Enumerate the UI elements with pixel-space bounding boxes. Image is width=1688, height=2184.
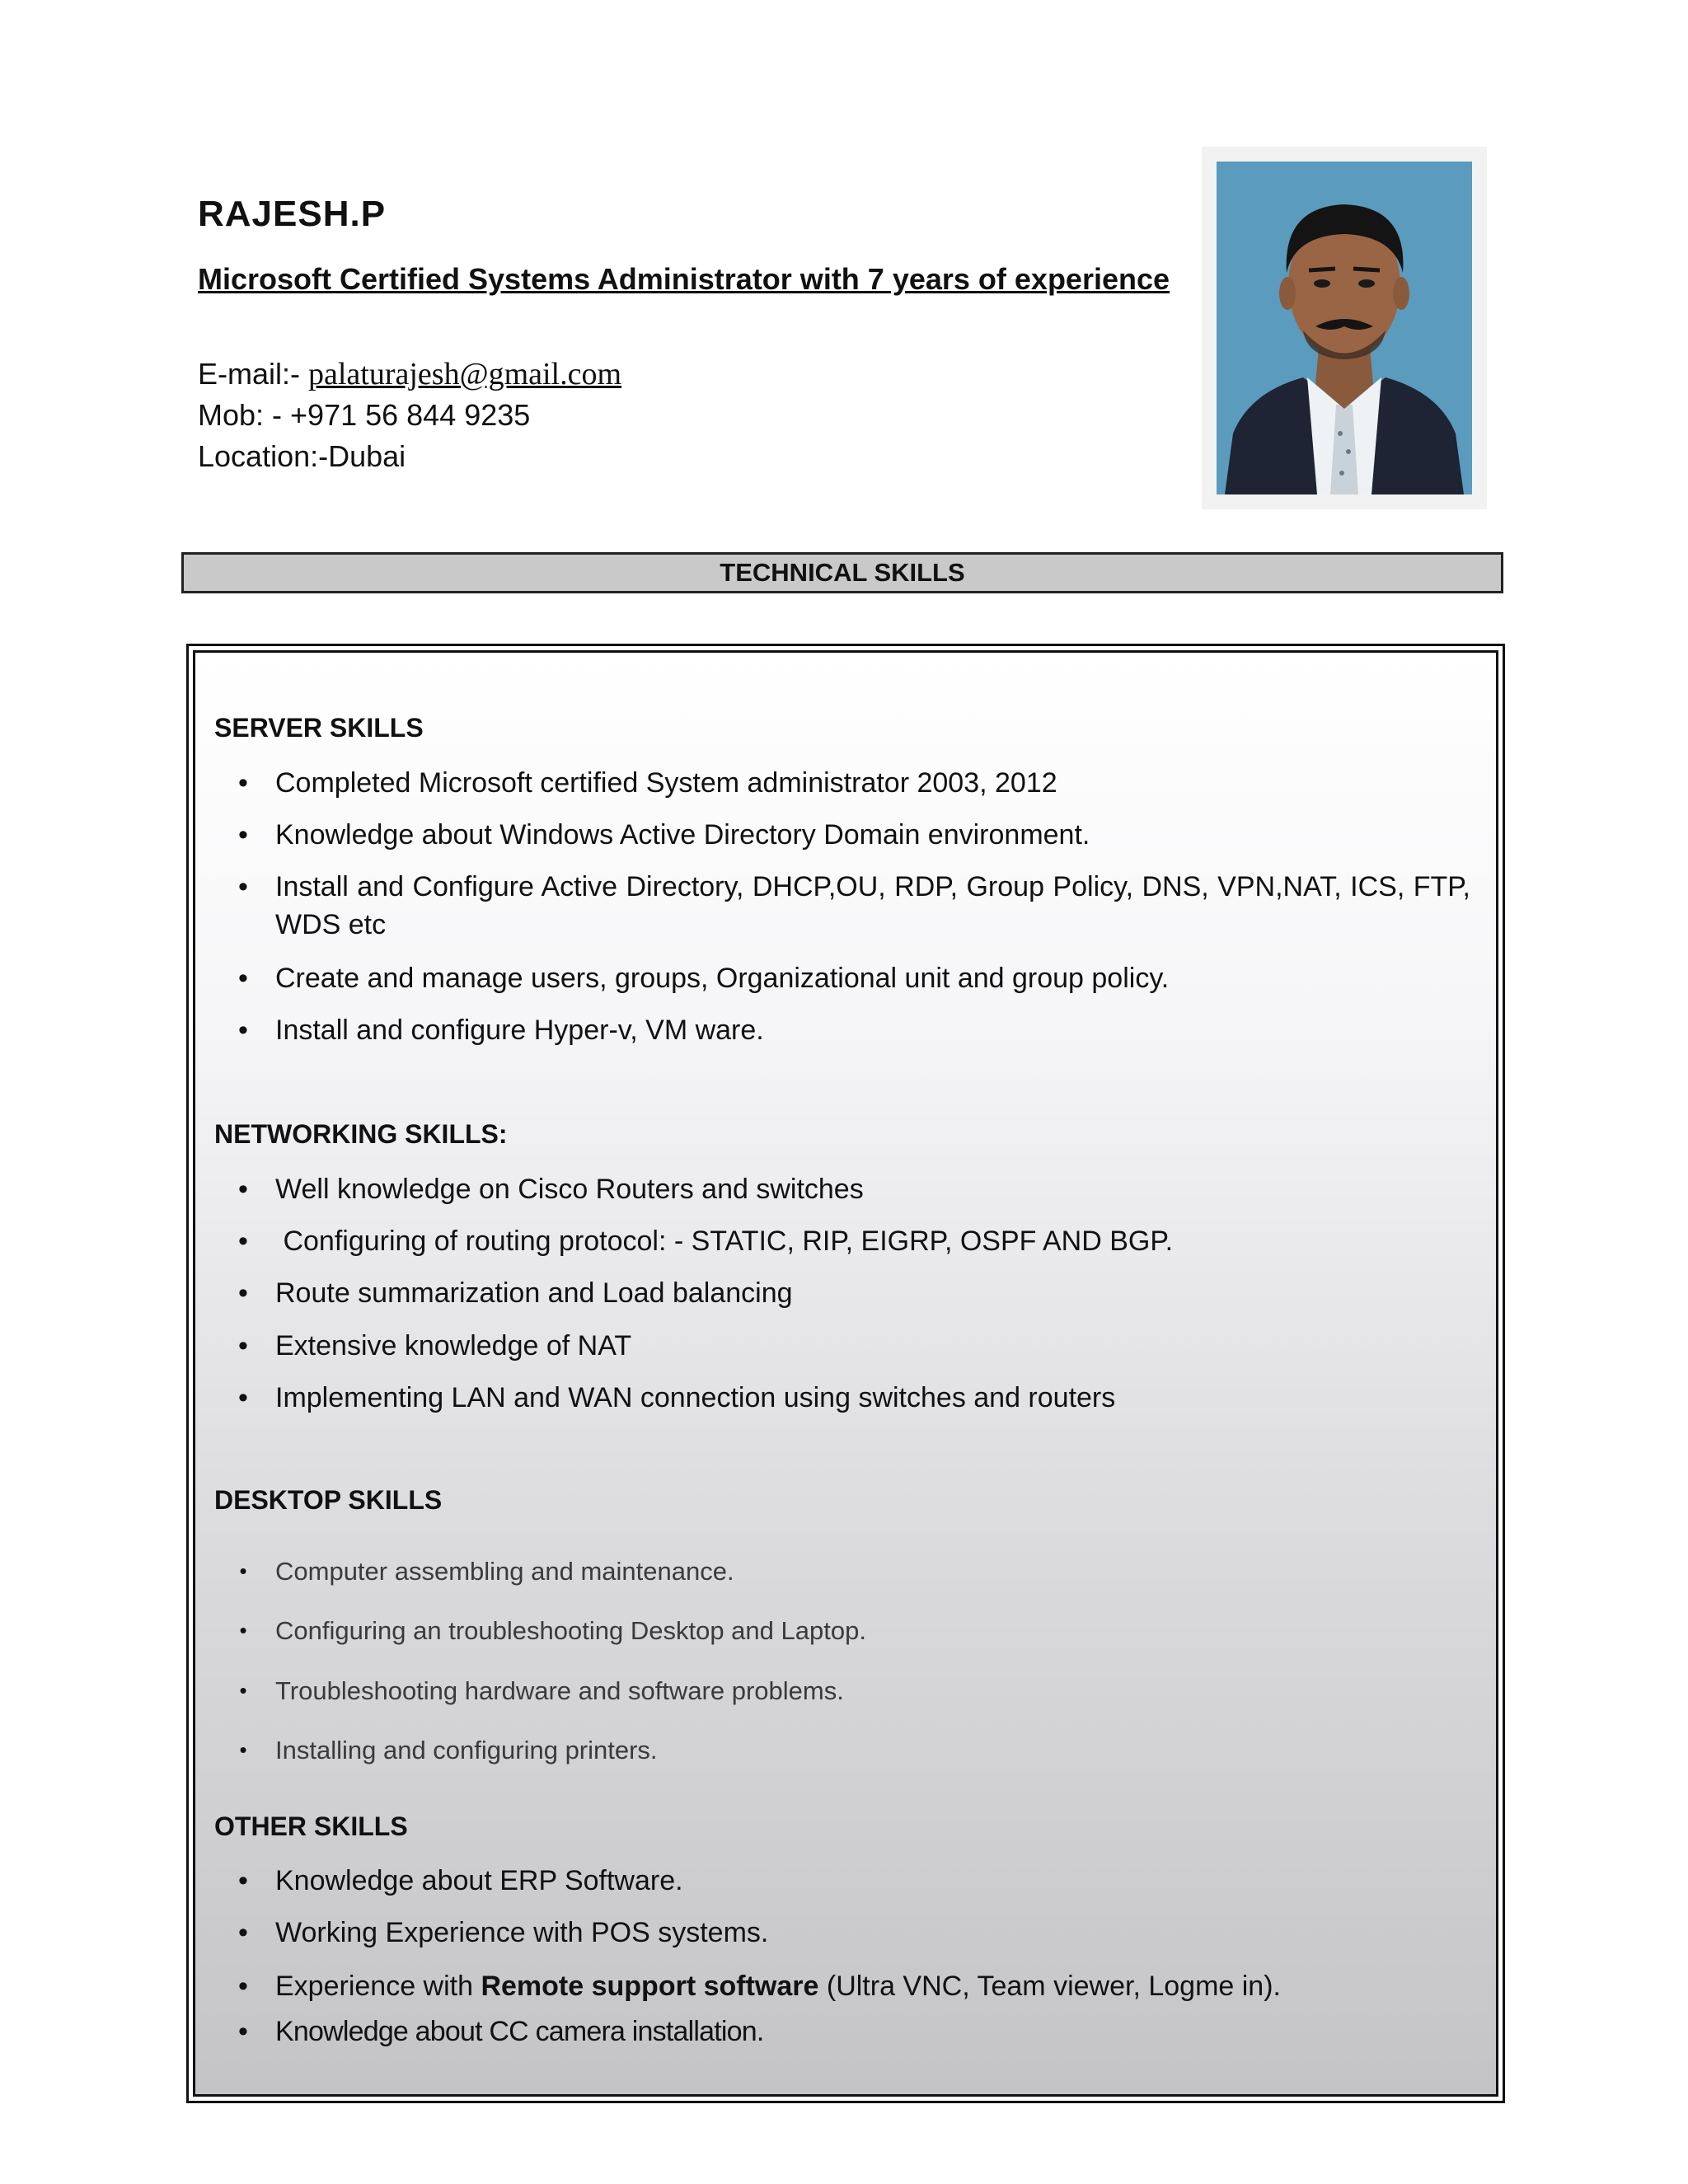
networking-skill-item: Extensive knowledge of NAT	[275, 1330, 632, 1361]
server-skill-item: Knowledge about Windows Active Directory Domain environment.	[275, 819, 1090, 851]
other-skills-heading: OTHER SKILLS	[214, 1811, 408, 1841]
server-skill-item: Install and configure Hyper-v, VM ware.	[275, 1015, 764, 1046]
profile-photo-illustration	[1217, 162, 1472, 494]
networking-skill-item: Implementing LAN and WAN connection using switches and routers	[275, 1382, 1116, 1413]
bullet-icon: •	[238, 1330, 248, 1361]
remote-prefix: Experience with	[275, 1971, 481, 2002]
networking-skills-heading: NETWORKING SKILLS:	[214, 1119, 508, 1149]
bullet-icon: •	[238, 1226, 248, 1257]
bullet-icon: •	[239, 1678, 247, 1703]
server-skills-heading: SERVER SKILLS	[214, 713, 424, 743]
networking-skill-item: Configuring of routing protocol: - STATIC, RIP, EIGRP, OSPF AND BGP.	[275, 1226, 1174, 1257]
bullet-icon: •	[238, 2016, 248, 2047]
bullet-icon: •	[238, 1382, 248, 1413]
bullet-icon: •	[238, 1174, 248, 1205]
email-label: E-mail:-	[198, 357, 308, 391]
profile-photo	[1202, 147, 1487, 509]
other-skill-item: Working Experience with POS systems.	[275, 1917, 769, 1948]
technical-skills-bar: TECHNICAL SKILLS	[181, 552, 1503, 593]
server-skill-item: Create and manage users, groups, Organizational unit and group policy.	[275, 963, 1170, 994]
other-skill-item: Knowledge about CC camera installation.	[275, 2016, 764, 2047]
location-line: Location:-Dubai	[198, 439, 406, 473]
networking-skill-item: Route summarization and Load balancing	[275, 1277, 793, 1309]
desktop-skill-item: Installing and configuring printers.	[275, 1736, 658, 1765]
bullet-icon: •	[239, 1737, 247, 1762]
bullet-icon: •	[238, 963, 248, 994]
bullet-icon: •	[238, 819, 248, 851]
bullet-icon: •	[238, 871, 248, 902]
email-line	[198, 356, 621, 392]
desktop-skill-item: Troubleshooting hardware and software problems.	[275, 1676, 844, 1705]
server-skill-item: Install and Configure Active Directory, DHCP,OU, RDP, Group Policy, DNS, VPN,NAT, ICS, FTP, WDS etc	[275, 871, 1470, 940]
bullet-icon: •	[238, 1277, 248, 1309]
bullet-icon: •	[238, 1015, 248, 1046]
bullet-icon: •	[239, 1618, 247, 1643]
email-link[interactable]: palaturajesh@gmail.com	[308, 357, 622, 391]
remote-suffix: (Ultra VNC, Team viewer, Logme in).	[818, 1971, 1281, 2002]
other-skill-item-remote	[275, 1967, 1470, 2005]
networking-skill-item: Well knowledge on Cisco Routers and switches	[275, 1174, 864, 1205]
candidate-title: Microsoft Certified Systems Administrator with 7 years of experience	[198, 262, 1170, 296]
desktop-skill-item: Computer assembling and maintenance.	[275, 1557, 734, 1586]
desktop-skills-heading: DESKTOP SKILLS	[214, 1485, 443, 1515]
bullet-icon: •	[238, 1865, 248, 1896]
server-skill-item: Completed Microsoft certified System administrator 2003, 2012	[275, 767, 1057, 799]
candidate-name: RAJESH.P	[198, 194, 387, 234]
other-skill-item: Knowledge about ERP Software.	[275, 1865, 683, 1896]
bullet-icon: •	[238, 1917, 248, 1948]
remote-bold: Remote support software	[481, 1971, 819, 2002]
mobile-line: Mob: - +971 56 844 9235	[198, 398, 531, 432]
bullet-icon: •	[238, 767, 248, 799]
desktop-skill-item: Configuring an troubleshooting Desktop and Laptop.	[275, 1616, 866, 1645]
bullet-icon: •	[239, 1558, 247, 1583]
bullet-icon: •	[238, 1971, 248, 2002]
